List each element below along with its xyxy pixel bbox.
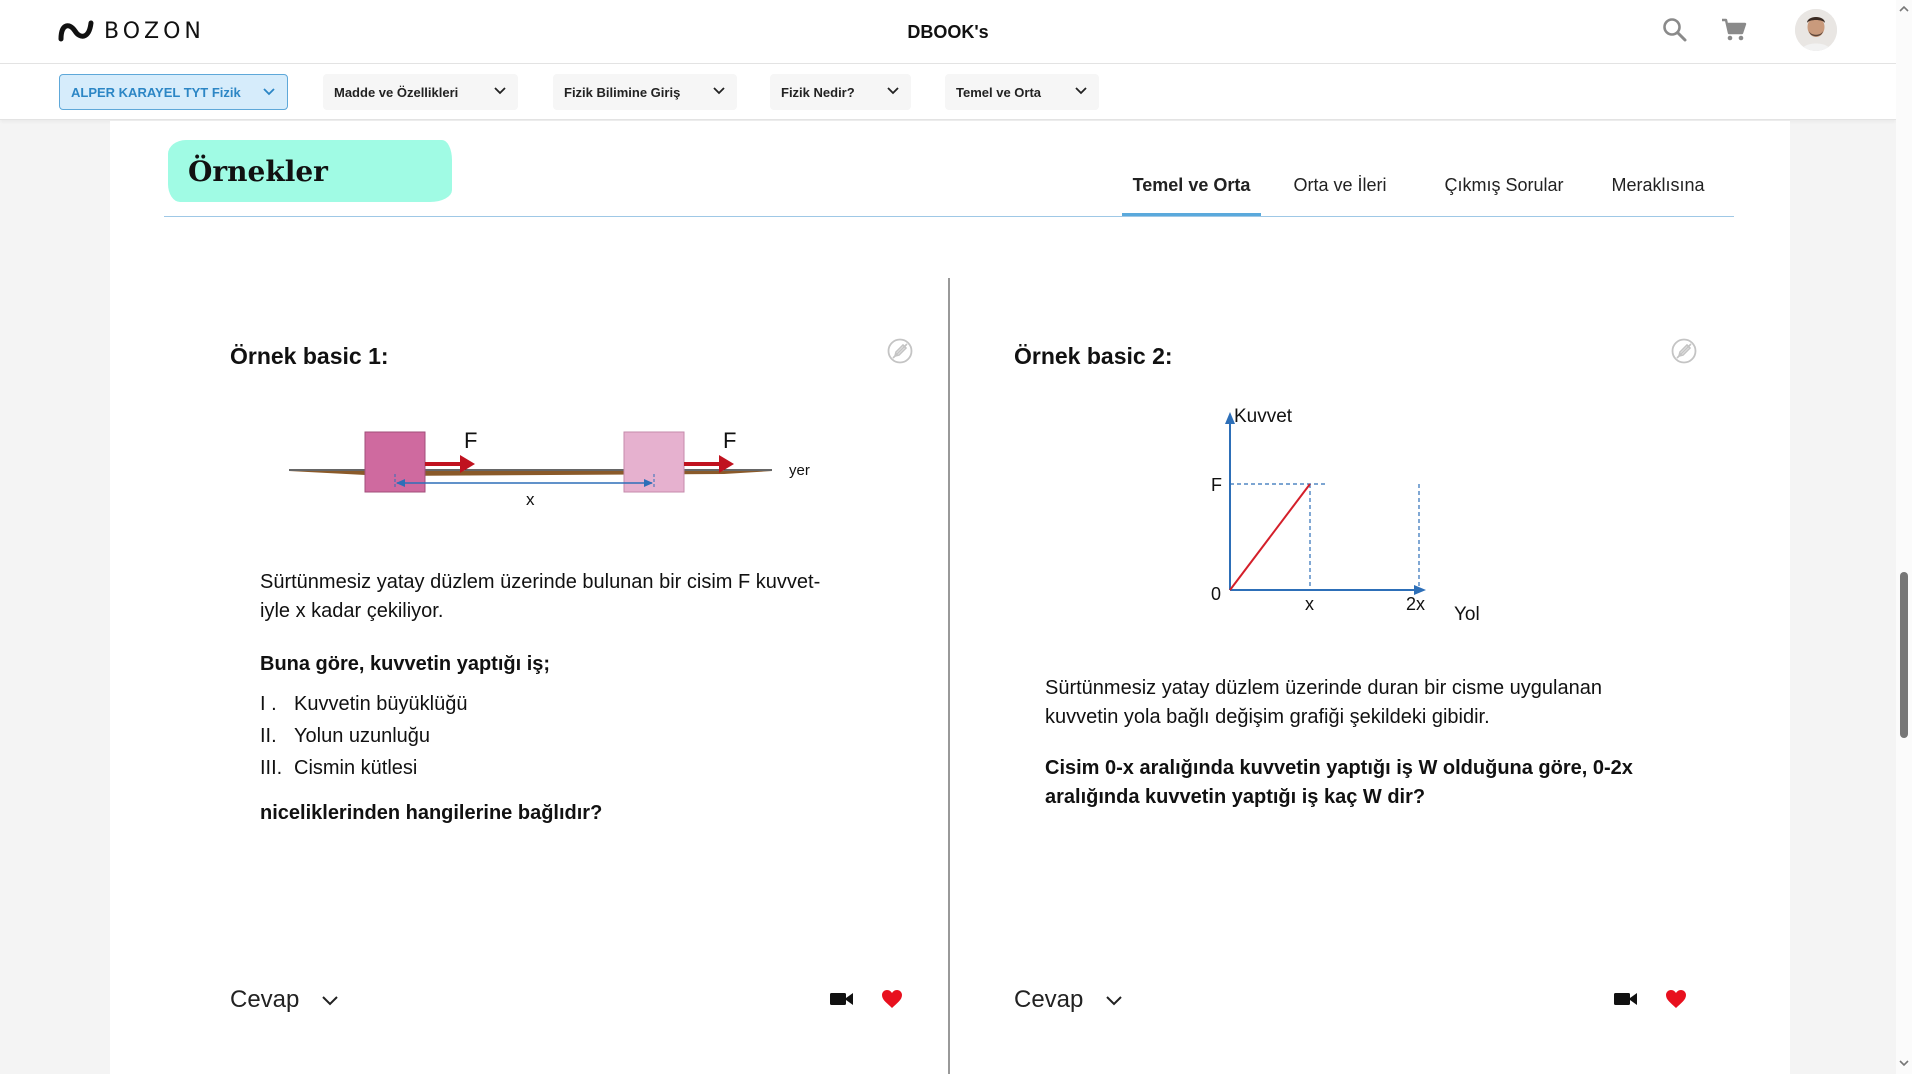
question-2-prompt-line2: aralığında kuvvetin yaptığı iş kaç W dir?	[1045, 786, 1426, 808]
search-icon[interactable]	[1659, 14, 1691, 46]
chevron-down-icon	[494, 86, 506, 96]
filter-topic-label: Fizik Nedir?	[781, 84, 855, 100]
y-tick-f: F	[1211, 475, 1222, 495]
option-3-num: III.	[260, 757, 283, 779]
x-tick-x: x	[1305, 594, 1314, 614]
filter-book-label: ALPER KARAYEL TYT Fizik	[71, 84, 241, 100]
video-icon[interactable]	[1612, 985, 1640, 1013]
scroll-down-icon[interactable]	[1899, 1058, 1909, 1068]
filter-bar	[0, 64, 1896, 120]
no-edit-icon[interactable]	[1670, 337, 1698, 365]
option-3	[260, 757, 417, 780]
force-label-2: F	[723, 428, 737, 453]
avatar[interactable]	[1795, 9, 1837, 51]
question-1-figure	[284, 404, 836, 514]
filter-level[interactable]	[945, 74, 1099, 110]
chevron-down-icon	[713, 86, 725, 96]
filter-book[interactable]	[59, 74, 288, 110]
option-2	[260, 725, 430, 748]
question-1-text-line1: Sürtünmesiz yatay düzlem üzerinde bulunan bir cisim F kuvvet-	[260, 571, 821, 593]
option-2-text: Yolun uzunluğu	[294, 725, 431, 747]
app-title: DBOOK's	[907, 22, 989, 42]
option-1	[260, 693, 467, 716]
filter-topic[interactable]	[770, 74, 911, 110]
x-axis-label: Yol	[1454, 604, 1480, 625]
scroll-up-icon[interactable]	[1899, 4, 1909, 14]
question-2-text-line2: kuvvetin yola bağlı değişim grafiği şekildeki gibidir.	[1045, 706, 1490, 728]
tab-temel-ve-orta[interactable]: Temel ve Orta	[1122, 175, 1261, 217]
answer-toggle-2[interactable]	[1014, 983, 1123, 1017]
cart-icon[interactable]	[1718, 14, 1750, 46]
scroll-thumb[interactable]	[1900, 572, 1908, 738]
option-1-num: I .	[260, 693, 277, 715]
answer-toggle-1[interactable]	[230, 983, 339, 1017]
page-title: Örnekler	[188, 155, 328, 188]
tab-meraklisina[interactable]: Meraklısına	[1611, 175, 1705, 195]
chevron-down-icon	[1105, 994, 1123, 1006]
question-2-title: Örnek basic 2:	[1014, 343, 1173, 369]
filter-level-label: Temel ve Orta	[956, 84, 1042, 100]
ground-label: yer	[789, 462, 810, 479]
question-1-closing: niceliklerinden hangilerine bağlıdır?	[260, 802, 603, 824]
question-1-text	[260, 568, 820, 626]
no-edit-icon[interactable]	[886, 337, 914, 365]
heart-icon[interactable]	[878, 985, 906, 1013]
question-1-text-line2: iyle x kadar çekiliyor.	[260, 600, 444, 622]
option-2-num: II.	[260, 725, 277, 747]
option-1-text: Kuvvetin büyüklüğü	[294, 693, 468, 715]
answer-label-1: Cevap	[230, 986, 300, 1013]
question-1-prompt: Buna göre, kuvvetin yaptığı iş;	[260, 653, 551, 675]
chevron-down-icon	[263, 87, 275, 97]
top-bar	[0, 0, 1896, 64]
filter-unit-label: Madde ve Özellikleri	[334, 84, 459, 100]
origin-label: 0	[1211, 584, 1222, 604]
question-2-text-line1: Sürtünmesiz yatay düzlem üzerinde duran bir cisme uygulanan	[1045, 677, 1602, 699]
question-2-text	[1045, 674, 1602, 732]
chevron-down-icon	[321, 994, 339, 1006]
force-label-1: F	[464, 428, 478, 453]
x-tick-2x: 2x	[1406, 594, 1426, 614]
chevron-down-icon	[1075, 86, 1087, 96]
force-line	[1230, 484, 1310, 590]
filter-chapter-label: Fizik Bilimine Giriş	[564, 84, 681, 100]
chevron-down-icon	[887, 86, 899, 96]
question-2-prompt	[1045, 754, 1633, 812]
column-divider	[948, 278, 950, 1074]
video-icon[interactable]	[828, 985, 856, 1013]
y-axis-label: Kuvvet	[1234, 406, 1293, 427]
question-2-prompt-line1: Cisim 0-x aralığında kuvvetin yaptığı iş W olduğuna göre, 0-2x	[1045, 757, 1633, 779]
tab-orta-ve-ileri[interactable]: Orta ve İleri	[1293, 175, 1387, 195]
logo-text: BOZON	[104, 18, 205, 44]
question-2-graph	[1200, 400, 1520, 630]
content-card	[110, 121, 1790, 1074]
heart-icon[interactable]	[1662, 985, 1690, 1013]
tab-cikmis-sorular[interactable]: Çıkmış Sorular	[1444, 175, 1564, 195]
tabs-underline	[164, 216, 1734, 217]
option-3-text: Cismin kütlesi	[294, 757, 418, 779]
filter-chapter[interactable]	[553, 74, 737, 110]
answer-label-2: Cevap	[1014, 986, 1084, 1013]
distance-label: x	[526, 490, 535, 509]
question-1-title: Örnek basic 1:	[230, 343, 389, 369]
filter-unit[interactable]	[323, 74, 518, 110]
page-scrollbar[interactable]	[1896, 0, 1912, 1074]
